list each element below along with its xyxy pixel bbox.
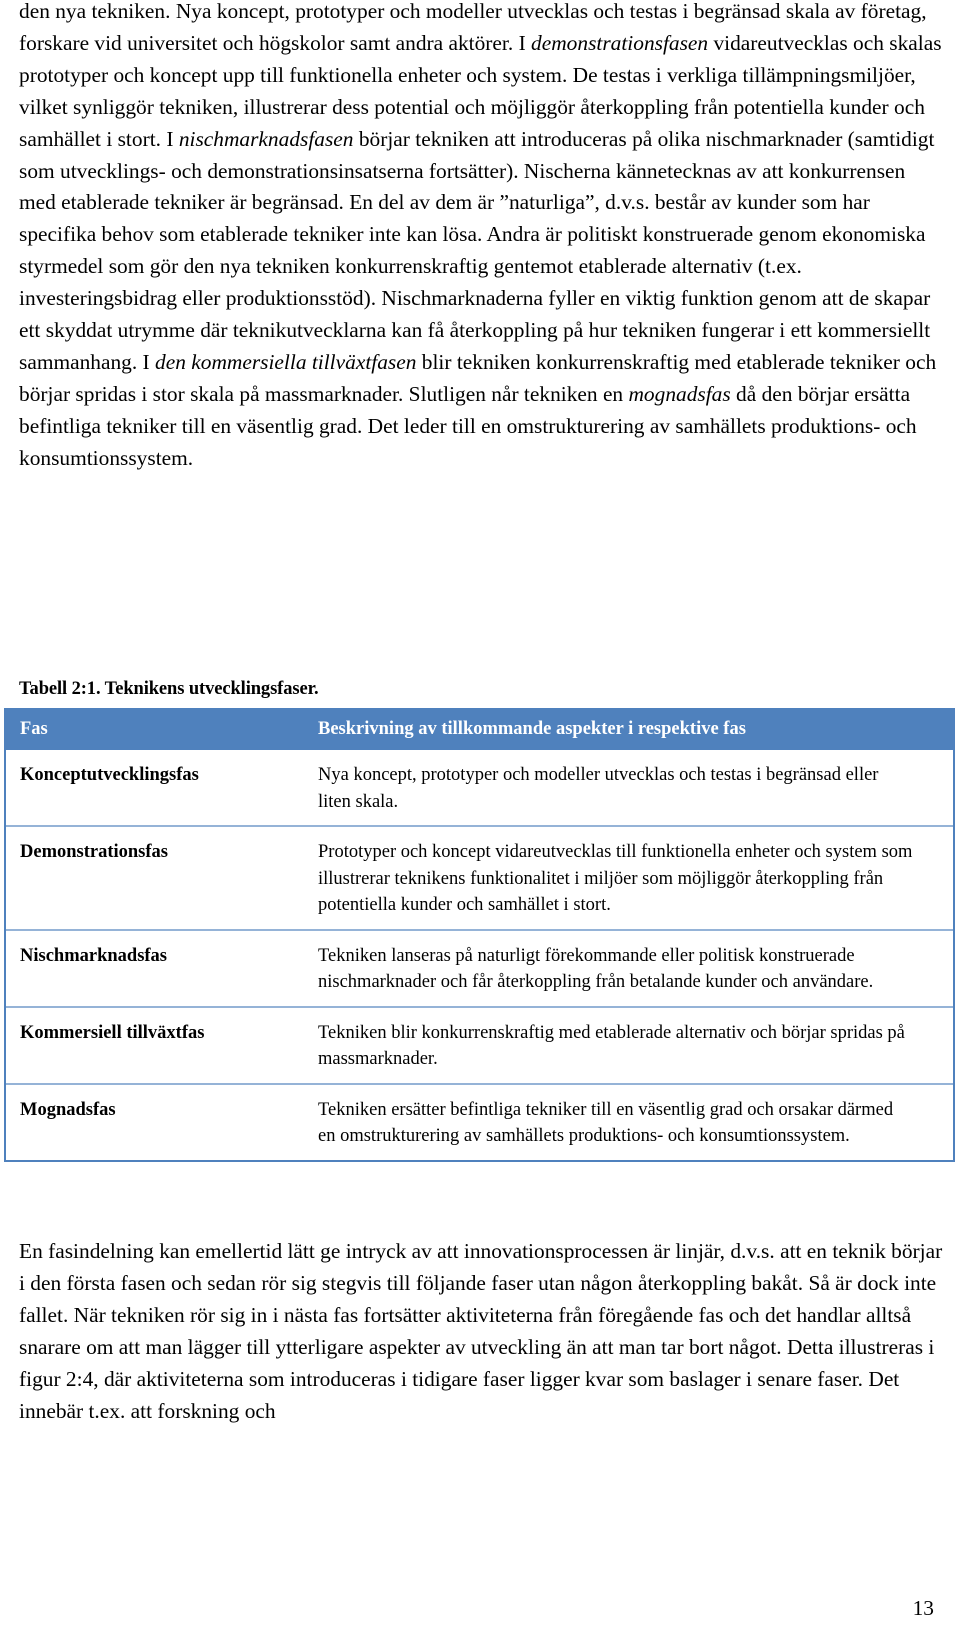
para1-text-5: då den börjar ersätta befintliga tekniker till en väsentlig grad. Det leder till en omstrukturering av samhällets produktions- och konsumtionssystem. <box>19 381 917 470</box>
para1-text-2: vidareutvecklas och skalas prototyper och koncept upp till funktionella enheter och system. De testas i verkliga tillämpningsmiljöer, vilket synliggör tekniken, illustrerar dess potential och möjliggör återkoppling från potentiella kunder och samhället i stort. I <box>19 30 942 151</box>
page-number: 13 <box>912 1596 934 1620</box>
para1-term-niche-market: nischmarknadsfasen <box>178 126 354 151</box>
phase-table <box>4 708 955 1162</box>
table-header-phase: Fas <box>20 718 48 739</box>
table-row <box>6 1085 953 1160</box>
table-cell-phase: Konceptutvecklingsfas <box>20 765 199 785</box>
table-header-description: Beskrivning av tillkommande aspekter i respektive fas <box>318 718 746 739</box>
table-cell-phase: Kommersiell tillväxtfas <box>20 1022 205 1043</box>
para1-text-3: börjar tekniken att introduceras på olika nischmarknader (samtidigt som utvecklings- och demonstrationsinsatserna fortsätter). Nischerna kännetecknas av att konkurrensen med etablerade tekniker är begränsad. En del av dem är ”naturliga”, d.v.s. består av kunder som har specifika behov som etablerade tekniker inte kan lösa. Andra är politiskt konstruerade genom ekonomiska styrmedel som gör den nya tekniken konkurrenskraftig gentemot etablerade alternativ (t.ex. investeringsbidrag eller produktionsstöd). Nischmarknaderna fyller en viktig funktion genom att de skapar ett skyddat utrymme där teknikutvecklarna kan få återkoppling på hur tekniken fungerar i ett kommersiellt sammanhang. I <box>19 126 935 374</box>
table-cell-phase: Demonstrationsfas <box>20 842 168 862</box>
table-cell-description: Tekniken blir konkurrenskraftig med etablerade alternativ och börjar spridas på massmarknader. <box>318 1022 905 1069</box>
table-row <box>6 931 953 1008</box>
table-cell-description: Nya koncept, prototyper och modeller utvecklas och testas i begränsad eller liten skala. <box>318 765 879 812</box>
table-cell-description: Prototyper och koncept vidareutvecklas till funktionella enheter och system som illustrerar teknikens funktionalitet i miljöer som möjliggör återkoppling från potentiella kunder och samhället i stort. <box>318 842 913 915</box>
para1-text-1: den nya tekniken. Nya koncept, prototyper och modeller utvecklas och testas i begränsad skala av företag, forskare vid universitet och högskolor samt andra aktörer. I <box>19 0 927 55</box>
table-row <box>6 1008 953 1085</box>
table-cell-description: Tekniken ersätter befintliga tekniker till en väsentlig grad och orsakar därmed en omstrukturering av samhällets produktions- och konsumtionssystem. <box>318 1099 894 1146</box>
table-row <box>6 750 953 827</box>
table-row <box>6 827 953 931</box>
body-paragraph-phases <box>19 0 943 475</box>
table-cell-phase: Nischmarknadsfas <box>20 945 167 966</box>
para1-term-maturity: mognadsfas <box>628 381 731 406</box>
table-header-row <box>6 708 953 750</box>
para1-text-4: blir tekniken konkurrenskraftig med etablerade tekniker och börjar spridas i stor skala på massmarknader. Slutligen når tekniken en <box>19 349 937 406</box>
body-paragraph-nonlinear: En fasindelning kan emellertid lätt ge intryck av att innovationsprocessen är linjär, d.v.s. att en teknik börjar i den första fasen och sedan rör sig stegvis till följande faser utan någon återkoppling bakåt. Så är dock inte fallet. När tekniken rör sig in i nästa fas fortsätter aktiviteterna från föregående fas och det handlar alltså snarare om att man lägger till ytterligare aspekter av utveckling än att man tar bort något. Detta illustreras i figur 2:4, där aktiviteterna som introduceras i tidigare faser ligger kvar som baslager i senare faser. Det innebär t.ex. att forskning och <box>19 1239 943 1423</box>
para1-term-commercial-growth: den kommersiella tillväxtfasen <box>155 349 417 374</box>
table-cell-phase: Mognadsfas <box>20 1099 116 1120</box>
para1-term-demonstration: demonstrationsfasen <box>531 30 709 55</box>
table-caption: Tabell 2:1. Teknikens utvecklingsfaser. <box>19 679 319 699</box>
table-cell-description: Tekniken lanseras på naturligt förekommande eller politisk konstruerade nischmarknader och får återkoppling från betalande kunder och användare. <box>318 945 874 992</box>
